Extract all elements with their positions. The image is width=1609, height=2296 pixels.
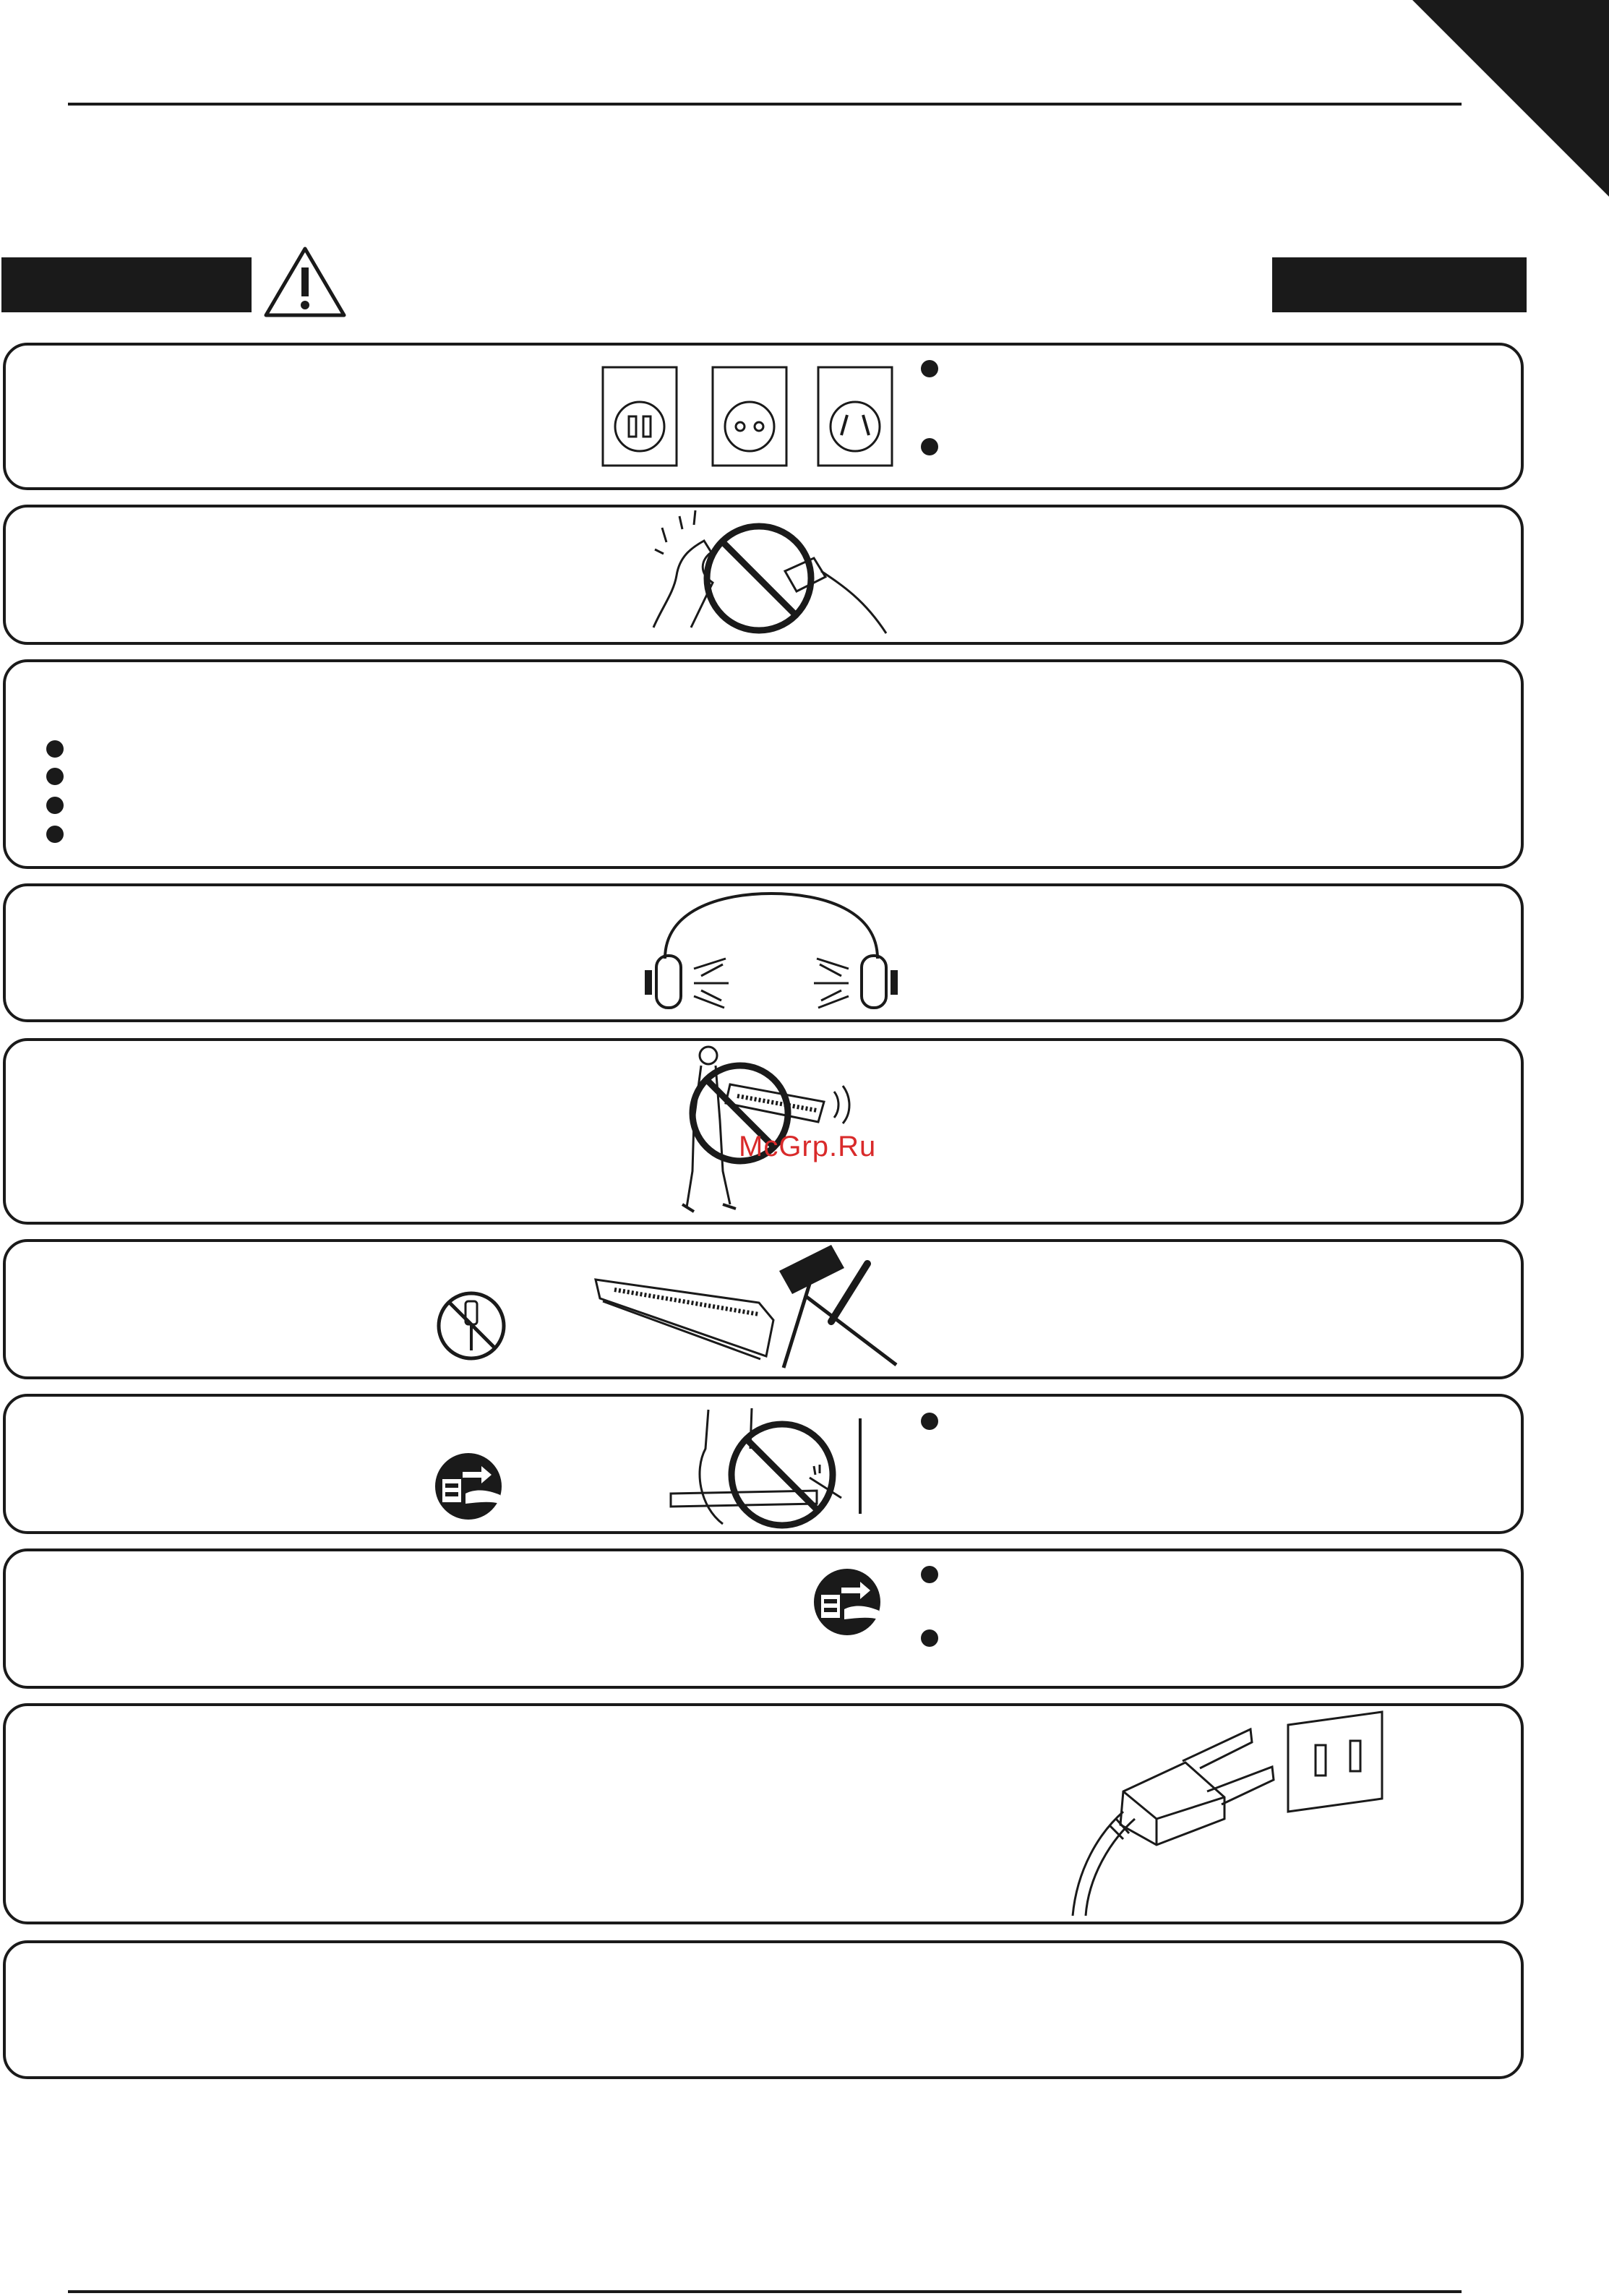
warning-triangle-icon (262, 244, 348, 320)
warning-bar-right (1272, 257, 1527, 312)
unplug-icon (812, 1566, 882, 1638)
section-abnormality (3, 1548, 1524, 1689)
corner-tab (1412, 0, 1609, 197)
person-carrying-piano-prohibited-icon (651, 1041, 867, 1217)
outlet-two-flat-prong-icon (601, 366, 678, 467)
bullet (46, 740, 64, 758)
no-disassembly-icon (435, 1290, 507, 1362)
unplug-icon (434, 1450, 503, 1522)
bullet (46, 797, 64, 814)
section-empty-notice (3, 1940, 1524, 2079)
section-environment (3, 659, 1524, 869)
pull-cord-prohibited-icon (665, 1405, 875, 1531)
plug-and-socket-icon (1055, 1710, 1388, 1920)
headphones-icon (639, 889, 904, 1016)
bullet (921, 360, 938, 377)
piano-tools-icon (593, 1242, 911, 1372)
watermark: McGrp.Ru (739, 1131, 877, 1162)
top-rule (68, 103, 1462, 106)
bullet (921, 1566, 938, 1583)
bottom-rule (68, 2290, 1462, 2293)
wet-hands-plug-prohibited-icon (648, 506, 893, 636)
bullet (46, 768, 64, 785)
bullet (921, 1629, 938, 1647)
outlet-round-prong-icon (711, 366, 788, 467)
warning-bar-left (1, 257, 252, 312)
bullet (921, 1413, 938, 1430)
bullet (46, 826, 64, 843)
bullet (921, 438, 938, 455)
outlet-angled-prong-icon (817, 366, 893, 467)
